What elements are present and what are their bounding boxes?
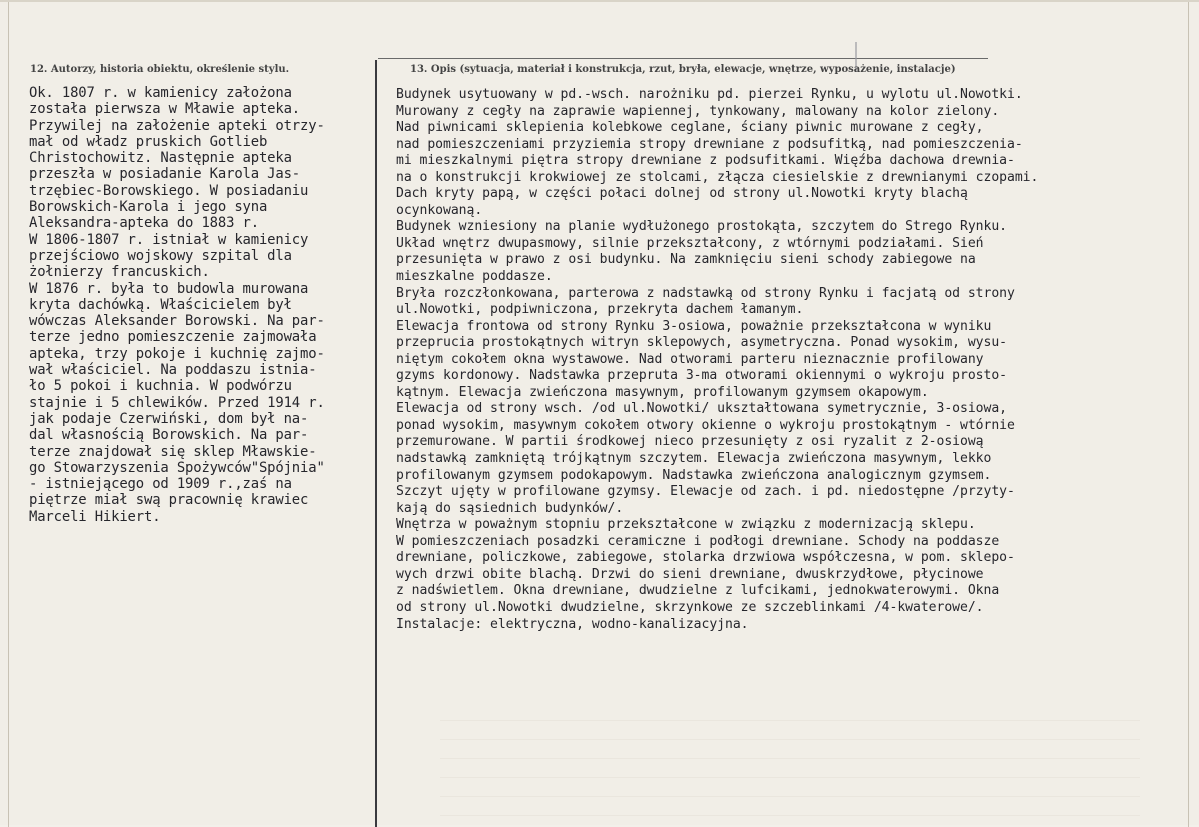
- text-line: od strony ul.Nowotki dwudzielne, skrzynkowe ze szczeblinkami /4-kwaterowe/.: [396, 599, 984, 615]
- right-margin-rule: [1188, 2, 1189, 827]
- text-line: jak podaje Czerwiński, dom był na-: [29, 410, 309, 427]
- left-margin-rule: [8, 2, 9, 827]
- text-line: Murowany z cegły na zaprawie wapiennej, tynkowany, malowany na kolor zielony.: [396, 103, 1000, 119]
- section-13-text: [396, 87, 1038, 633]
- text-line: Wnętrza w poważnym stopniu przekształcone w związku z modernizacją sklepu.: [396, 517, 976, 533]
- text-line: drewniane, policzkowe, zabiegowe, stolarka drzwiowa współczesna, w pom. sklepo-: [396, 550, 1015, 566]
- text-line: kają do sąsiednich budynków/.: [396, 500, 624, 516]
- text-line: terze jedno pomieszczenie zajmowała: [29, 329, 317, 346]
- text-line: ocynkowaną.: [396, 202, 483, 218]
- text-line: Instalacje: elektryczna, wodno-kanalizacyjna.: [396, 616, 749, 632]
- text-line: Bryła rozczłonkowana, parterowa z nadstawką od strony Rynku i facjatą od strony: [396, 285, 1015, 301]
- column-divider: [375, 60, 377, 827]
- text-line: Marceli Hikiert.: [29, 508, 161, 525]
- text-line: na o konstrukcji krokwiowej ze stolcami, złącza ciesielskie z drewnianymi czopami.: [396, 169, 1039, 185]
- text-line: Budynek wzniesiony na planie wydłużonego prostokąta, szczytem do Strego Rynku.: [396, 219, 1007, 235]
- text-line: Borowskich-Karola i jego syna: [29, 199, 268, 216]
- text-line: niętym cokołem okna wystawowe. Nad otworami parteru nieznacznie profilowany: [396, 351, 984, 367]
- text-line: mał od władz pruskich Gotlieb: [29, 133, 268, 150]
- text-line: ło 5 pokoi i kuchnia. W podwórzu: [29, 378, 292, 395]
- faded-ruled-area: [440, 702, 1140, 822]
- text-line: W pomieszczeniach posadzki ceramiczne i podłogi drewniane. Schody na poddasze: [396, 533, 1000, 549]
- text-line: nadstawką zamkniętą trójkątnym szczytem. Elewacja zwieńczona masywnym, lekko: [396, 451, 992, 467]
- text-line: W 1876 r. była to budowla murowana: [29, 280, 309, 297]
- text-line: Aleksandra-apteka do 1883 r.: [29, 215, 259, 232]
- text-line: W 1806-1807 r. istniał w kamienicy: [29, 231, 309, 248]
- text-line: dal własnością Borowskich. Na par-: [29, 427, 309, 444]
- text-line: została pierwsza w Mławie apteka.: [29, 101, 301, 118]
- text-line: apteka, trzy pokoje i kuchnię zajmo-: [29, 345, 325, 362]
- text-line: przesunięta w prawo z osi budynku. Na zamknięciu sieni schody zabiegowe na: [396, 252, 976, 268]
- text-line: ponad wysokim, masywnym cokołem otwory okienne o wykroju prostokątnym - wtórnie: [396, 417, 1015, 433]
- header-underline: [378, 58, 988, 59]
- text-line: Elewacja frontowa od strony Rynku 3-osiowa, poważnie przekształcona w wyniku: [396, 318, 992, 334]
- text-line: mieszkalne poddasze.: [396, 269, 553, 285]
- text-line: przeszła w posiadanie Karola Jas-: [29, 166, 301, 183]
- text-line: Christochowitz. Następnie apteka: [29, 150, 292, 167]
- text-line: Szczyt ujęty w profilowane gzymsy. Elewacje od zach. i pd. niedostępne /przyty-: [396, 484, 1015, 500]
- text-line: kątnym. Elewacja zwieńczona masywnym, profilowanym gzymsem okapowym.: [396, 384, 929, 400]
- text-line: mi mieszkalnymi piętra stropy drewniane z podsufitkami. Więźba dachowa drewnia-: [396, 153, 1015, 169]
- text-line: przeprucia prostokątnych witryn sklepowych, asymetryczna. Ponad wysokim, wysu-: [396, 335, 1007, 351]
- text-line: go Stowarzyszenia Spożywców"Spójnia": [29, 459, 325, 476]
- text-line: Układ wnętrz dwupasmowy, silnie przekształcony, z wtórnymi podziałami. Sień: [396, 235, 984, 251]
- section-12-label: 12. Autorzy, historia obiektu, określenie stylu.: [30, 64, 290, 75]
- text-line: Ok. 1807 r. w kamienicy założona: [29, 85, 292, 101]
- text-line: przejściowo wojskowy szpital dla: [29, 247, 292, 264]
- text-line: Nad piwnicami sklepienia kolebkowe ceglane, ściany piwnic murowane z cegły,: [396, 120, 984, 136]
- text-line: piętrze miał swą pracownię krawiec: [29, 492, 309, 509]
- text-line: kryta dachówką. Właścicielem był: [29, 296, 292, 313]
- section-13-label: 13. Opis (sytuacja, materiał i konstrukcja, rzut, bryła, elewacje, wnętrze, wyposażenie, instalacje): [410, 64, 956, 75]
- text-line: Przywilej na założenie apteki otrzy-: [29, 117, 325, 134]
- text-line: - istniejącego od 1909 r.,zaś na: [29, 476, 292, 493]
- text-line: nad pomieszczeniami przyziemia stropy drewniane z podsufitką, nad pomieszczenia-: [396, 136, 1023, 152]
- text-line: gzyms kordonowy. Nadstawka przepruta 3-ma otworami okiennymi o wykroju prosto-: [396, 368, 1007, 384]
- text-line: przemurowane. W partii środkowej nieco przesunięty z osi ryzalit z 2-osiową: [396, 434, 984, 450]
- text-line: wych drzwi obite blachą. Drzwi do sieni drewniane, dwuskrzydłowe, płycinowe: [396, 566, 984, 582]
- text-line: Elewacja od strony wsch. /od ul.Nowotki/ ukształtowana symetrycznie, 3-osiowa,: [396, 401, 1007, 417]
- text-line: z nadświetlem. Okna drewniane, dwudzielne z lufcikami, jednokwaterowymi. Okna: [396, 583, 1000, 599]
- text-line: profilowanym gzymsem podokapowym. Nadstawka zwieńczona analogicznym gzymsem.: [396, 467, 992, 483]
- text-line: żołnierzy francuskich.: [29, 264, 210, 281]
- text-line: terze znajdował się sklep Mławskie-: [29, 443, 317, 460]
- text-line: Dach kryty papą, w części połaci dolnej od strony ul.Nowotki kryty blachą: [396, 186, 968, 202]
- text-line: trzębiec-Borowskiego. W posiadaniu: [29, 182, 309, 199]
- text-line: wówczas Aleksander Borowski. Na par-: [29, 313, 325, 330]
- text-line: stajnie i 5 chlewików. Przed 1914 r.: [29, 394, 325, 411]
- text-line: ul.Nowotki, podpiwniczona, przekryta dachem łamanym.: [396, 302, 804, 318]
- section-12-text: [29, 85, 325, 525]
- text-line: wał właściciel. Na poddaszu istnia-: [29, 362, 317, 379]
- text-line: Budynek usytuowany w pd.-wsch. narożniku pd. pierzei Rynku, u wylotu ul.Nowotki.: [396, 87, 1023, 102]
